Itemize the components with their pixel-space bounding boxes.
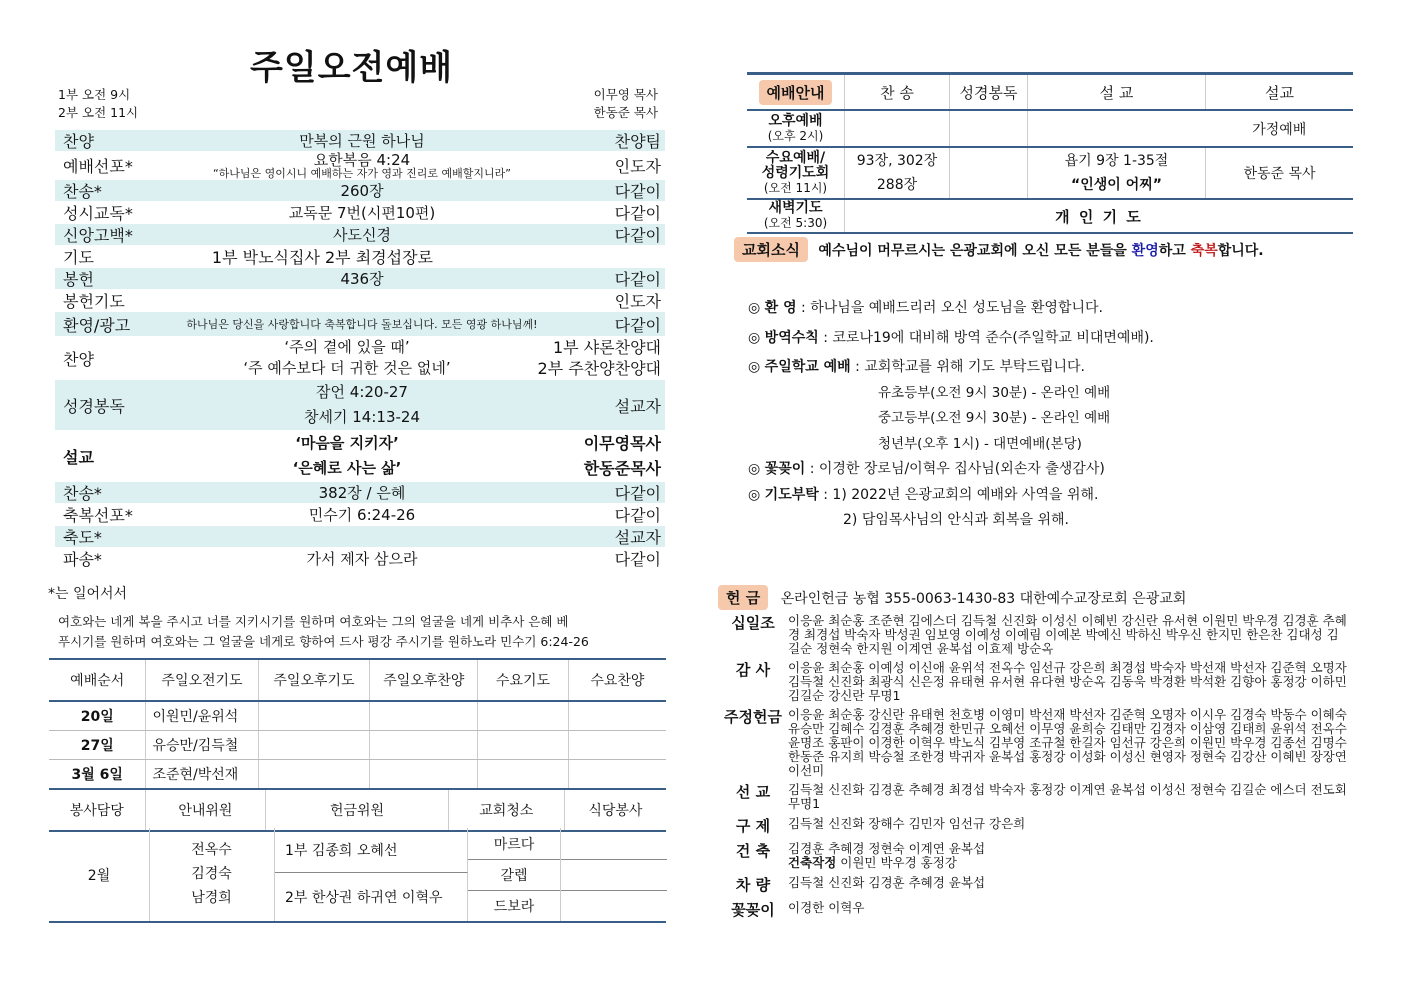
offering-category: 구 제 [735, 817, 771, 835]
order-item-name: 축도* [63, 528, 102, 547]
offering-team-1: 1부 김종희 오혜선 [275, 828, 468, 873]
order-item-content [173, 150, 551, 180]
news-item: ◎ 환 영 : 하나님을 예배드리러 오신 성도님을 환영합니다. [748, 300, 1103, 316]
col-hymn: 찬 송 [845, 74, 950, 111]
order-item-leader-line: 다같이 [614, 550, 661, 569]
table-cell [258, 731, 370, 760]
table-cell: 이원민/윤위석 [146, 701, 258, 731]
order-row [55, 337, 665, 380]
table-cell: 유승만/김득철 [146, 731, 258, 760]
prayer-table-body [49, 701, 666, 789]
table-cell [478, 701, 569, 731]
table-cell [370, 731, 478, 760]
order-item-leader [173, 245, 437, 268]
offering-category: 선 교 [735, 783, 771, 801]
offering-names-line [788, 856, 1348, 870]
order-item-leader-line: 인도자 [614, 157, 661, 176]
offering-names-line: 김득철 신진화 김경훈 추혜경 윤복섭 [788, 875, 986, 890]
school-item: 유초등부(오전 9시 30분) - 온라인 예배 [878, 384, 1111, 401]
hymn: 288장 [876, 177, 918, 193]
offering-names-line: 이응윤 최순홍 강신란 유태현 천호병 이영미 박선재 박선자 김준혁 오명자 이시우 김경숙 박동수 이혜숙 유승만 김혜수 김경훈 추혜경 한민규 오혜선 이무영 윤희승 김태만 김경자 이삼영 김태희 윤위석 전옥수 윤명조 홍판이 이경한 이혁우 박노식 김부영 조규철 한길자 임선규 강은희 이원민 박우경 김종선 김명수 한동준 유지희 박승철 조한경 박귀자 윤복섭 홍정강 이성화 이성신 현영자 정현숙 김강산 이혜빈 장장연 이선미 [788, 707, 1347, 778]
offering-category: 십일조 [731, 614, 775, 632]
col-sermon: 설 교 [1028, 74, 1206, 111]
order-row [55, 130, 665, 152]
order-item-line: ‘은혜로 사는 삶’ [292, 459, 402, 477]
table-cell [568, 701, 666, 731]
kitchen-slot [560, 890, 667, 921]
offering-names [788, 781, 1348, 811]
standing-note: *는 일어서서 [48, 586, 128, 602]
order-item-leader-line: 다같이 [614, 226, 661, 245]
order-row [55, 504, 665, 526]
order-item-name: 축복선포* [63, 506, 133, 525]
offering-label: 헌 금 [718, 585, 768, 610]
order-item-leader [551, 154, 665, 177]
order-item-line: 가서 제자 삼으라 [306, 550, 418, 568]
cleaning-team: 갈렙 [468, 859, 560, 891]
blessing-line-2: 푸시기를 원하며 여호와는 그 얼굴을 네게로 향하여 드사 평강 주시기를 원하노라 민수기 6:24-26 [58, 634, 589, 649]
order-item-name: 설교 [63, 447, 94, 467]
table-cell [370, 701, 478, 731]
guide-name: 남경희 [191, 890, 232, 906]
order-item-content [173, 337, 521, 379]
offering-pledge-names: 이원민 박우경 홍정강 [836, 855, 957, 870]
order-row [55, 202, 665, 224]
order-item-leader-line: 이무영목사 [583, 434, 661, 453]
service-name: 오후예배 [768, 112, 823, 129]
service-time: (오전 5:30) [763, 216, 828, 230]
order-item-line: 민수기 6:24-26 [308, 506, 416, 524]
order-item-leader-line: 1부 샤론찬양대 [552, 338, 661, 357]
service-name: 새벽기도 [768, 200, 823, 216]
page-title: 주일오전예배 [250, 48, 454, 88]
order-item-content [173, 380, 551, 430]
table-header-cell: 예배순서 [49, 659, 146, 701]
order-item-line: 잠언 4:20-27 [316, 383, 408, 401]
table-cell: 조준현/박선재 [146, 760, 258, 790]
hymn: 93장, 302장 [856, 153, 938, 169]
school-item: 중고등부(오전 9시 30분) - 온라인 예배 [878, 410, 1111, 426]
offering-names-line: 김경훈 추혜경 정현숙 이계연 윤복섭 [788, 841, 986, 856]
table-header-cell: 주일오후기도 [258, 659, 370, 701]
order-item-leader [521, 337, 665, 379]
offering-team-2: 2부 한상권 하귀연 이혁우 [275, 873, 468, 921]
offering-row [718, 874, 1348, 895]
kitchen-slot [560, 828, 667, 860]
order-item-leader [551, 547, 665, 570]
order-item-content [173, 202, 551, 223]
order-item-line: 사도신경 [333, 226, 391, 244]
table-cell: 3월 6일 [49, 760, 146, 790]
order-item-leader-line: 한동준목사 [583, 459, 661, 478]
offering-row [718, 899, 1348, 920]
service-time: (오후 2시) [767, 128, 824, 143]
offering-names [788, 706, 1348, 778]
service-duty-table [49, 788, 666, 832]
order-row [55, 431, 665, 482]
table-header-cell: 식당봉사 [564, 789, 666, 831]
table-header-cell: 주일오후찬양 [370, 659, 478, 701]
table-cell: 27일 [49, 731, 146, 760]
offering-category: 감 사 [735, 661, 771, 679]
table-cell [258, 760, 370, 790]
offering-category: 차 량 [735, 876, 771, 894]
kitchen-slot [560, 859, 667, 891]
order-item-leader-line: 다같이 [614, 315, 661, 335]
table-row [49, 760, 666, 790]
order-item-content [173, 130, 551, 151]
table-cell [258, 701, 370, 731]
order-item-name: 찬송* [63, 182, 102, 201]
order-item-leader-line: 다같이 [614, 484, 661, 503]
order-item-line: 창세기 14:13-24 [304, 408, 420, 426]
offering-category: 건 축 [735, 842, 771, 860]
prayer-item: 2) 담임목사님의 안식과 회복을 위해. [843, 512, 1069, 528]
offering-list [718, 612, 1348, 923]
table-header-cell: 봉사담당 [49, 789, 145, 831]
prayer-duty-table [49, 658, 666, 790]
table-cell: 20일 [49, 701, 146, 731]
order-item-line: ‘주의 곁에 있을 때’ [284, 338, 410, 356]
col-preacher: 설교 [1206, 74, 1354, 111]
news-list [748, 296, 1154, 534]
offering-names [788, 815, 1348, 836]
order-item-leader-line: 다같이 [614, 270, 661, 289]
order-item-name: 찬양 [63, 349, 94, 369]
order-item-name: 찬송* [63, 484, 102, 503]
table-header-cell: 교회청소 [448, 789, 564, 831]
order-item-content [173, 268, 551, 289]
school-item: 청년부(오후 1시) - 대면예배(본당) [878, 435, 1082, 452]
table-header-cell: 수요기도 [478, 659, 569, 701]
order-row [55, 268, 665, 290]
offering-names [788, 899, 1348, 920]
order-item-leader [551, 129, 665, 152]
order-item-leader-line: 다같이 [614, 182, 661, 201]
offering-account: 온라인헌금 농협 355-0063-1430-83 대한예수교장로회 은광교회 [780, 591, 1187, 607]
order-item-leader-line: 인도자 [614, 292, 661, 311]
order-item-content [173, 504, 551, 525]
news-item: ◎ 방역수칙 : 코로나19에 대비해 방역 준수(주일학교 비대면예배). [748, 329, 1154, 346]
offering-category: 꽃꽂이 [731, 901, 775, 919]
service-table-body [49, 828, 666, 923]
order-item-leader [551, 394, 665, 417]
order-row [55, 312, 665, 337]
order-item-name: 기도 [63, 248, 94, 267]
guide-name: 전옥수 [191, 842, 232, 858]
order-item-line: ‘주 예수보다 더 귀한 것은 없네’ [243, 359, 451, 377]
blessing-line-1: 여호와는 네게 복을 주시고 너를 지키시기를 원하며 여호와는 그의 얼굴을 네게 비추사 은혜 베 [58, 614, 569, 629]
preacher: 가정예배 [1206, 110, 1354, 147]
order-item-leader-line: 2부 주찬양찬양대 [537, 359, 661, 378]
sermon-text: 욥기 9장 1-35절 [1064, 153, 1169, 169]
news-headline: 교회소식 예수님이 머무르시는 은광교회에 오신 모든 분들을 환영하고 축복합니다. [734, 237, 1264, 262]
service-time-2: 2부 오전 11시 [58, 105, 139, 120]
worship-guide-label: 예배안내 [747, 74, 845, 111]
offering-names-line: 이응윤 최순홍 이예성 이신애 윤위석 전옥수 임선규 강은희 최경섭 박숙자 박선재 박선자 김준혁 오명자 김득철 신진화 최광식 신은정 유태현 유서현 유다현 방순옥 김동욱 박경환 박석환 김향아 홍정강 이하민 김길순 강신란 무명1 [788, 660, 1347, 703]
order-item-leader [551, 313, 665, 336]
pastor-2: 한동준 목사 [593, 105, 658, 120]
order-item-name: 파송* [63, 550, 102, 569]
dawn-prayer-row [747, 199, 1353, 233]
order-row [55, 482, 665, 504]
col-bible: 성경봉독 [950, 74, 1028, 111]
order-row [55, 246, 665, 268]
pastor-1: 이무영 목사 [593, 87, 658, 102]
service-table-header [49, 789, 666, 831]
sermon-title: “인생이 어찌” [1071, 177, 1162, 193]
order-item-content [173, 224, 551, 245]
order-item-content [173, 316, 551, 332]
order-item-leader [551, 525, 665, 548]
order-item-content [173, 482, 551, 503]
worship-order [55, 130, 665, 570]
order-item-name: 찬양 [63, 132, 94, 151]
order-item-name: 봉헌 [63, 270, 94, 289]
order-item-leader-line: 설교자 [614, 396, 661, 416]
order-row [55, 152, 665, 180]
guide-name: 김경숙 [191, 866, 232, 882]
table-cell [568, 731, 666, 760]
table-header-cell: 헌금위원 [266, 789, 449, 831]
order-item-line: ‘마음을 지키자’ [295, 434, 399, 452]
order-item-line: 260장 [340, 182, 384, 200]
order-item-line: 436장 [340, 270, 384, 288]
guide-list [149, 828, 275, 921]
offering-names-line: 이응윤 최순홍 조준현 김에스더 김득철 신진화 이성신 이혜빈 강신란 유서현 이원민 박우경 김경훈 추혜경 최경섭 박숙자 박성권 임보영 이예성 이예림 이예본 박예신 박하신 박우신 한지민 한은찬 김대성 김길순 정현숙 한지원 이계연 윤복섭 이효제 방순옥 [788, 613, 1347, 656]
offering-row [718, 612, 1348, 656]
blessing-verse [58, 612, 668, 652]
order-item-content [173, 180, 551, 201]
service-month: 2월 [49, 828, 150, 921]
order-item-leader [551, 201, 665, 224]
afternoon-service-row [747, 110, 1353, 147]
order-row [55, 380, 665, 431]
cleaning-team: 드보라 [493, 898, 535, 915]
offering-row [718, 815, 1348, 836]
table-row [49, 731, 666, 760]
offering-names [788, 659, 1348, 703]
order-item-leader [551, 223, 665, 246]
order-item-leader-line: 설교자 [614, 528, 661, 547]
personal-prayer: 개 인 기 도 [845, 199, 1354, 233]
prayer-table-header [49, 659, 666, 701]
news-item: ◎ 기도부탁 : 1) 2022년 은광교회의 예배와 사역을 위해. [748, 486, 1099, 503]
offering-names [788, 874, 1348, 895]
pastors [594, 86, 658, 122]
wednesday-service-row: 수요예배/ 성령기도회 (오전 11시) 93장, 302장 288장 욥기 9장 1-35절 “인생이 어찌” 한동준 목사 [747, 147, 1353, 199]
table-header-cell: 수요찬양 [568, 659, 666, 701]
order-item-leader [551, 267, 665, 290]
order-item-subline: “하나님은 영이시니 예배하는 자가 영과 진리로 예배할지니라” [212, 166, 512, 180]
order-item-name: 봉헌기도 [63, 292, 125, 311]
preacher: 한동준 목사 [1206, 147, 1354, 199]
offering-row [718, 840, 1348, 870]
news-label: 교회소식 [734, 237, 808, 262]
order-item-name: 성경봉독 [63, 396, 125, 416]
order-item-leader [551, 289, 665, 312]
offering-category: 주정헌금 [724, 708, 782, 726]
order-item-leader [551, 481, 665, 504]
order-row [55, 224, 665, 246]
order-item-leader [521, 431, 665, 481]
order-item-name: 신앙고백* [63, 226, 133, 245]
offering-names-line: 이경한 이혁우 [788, 900, 865, 915]
order-item-line: 382장 / 은혜 [318, 484, 406, 502]
offering-pledge-label: 건축작정 [788, 855, 837, 870]
news-item: ◎ 꽃꽂이 : 이경한 장로님/이혁우 집사님(외손자 출생감사) [748, 461, 1105, 477]
order-row [55, 180, 665, 202]
order-item-leader [551, 503, 665, 526]
order-item-name: 성시교독* [63, 204, 133, 223]
table-header-cell: 주일오전기도 [146, 659, 258, 701]
table-cell [478, 760, 569, 790]
order-row [55, 526, 665, 548]
order-item-content [173, 548, 551, 569]
offering-row [718, 781, 1348, 811]
offering-names-line: 김득철 신진화 장해수 김민자 임선규 강은희 [788, 816, 1026, 831]
table-header-cell: 안내위원 [145, 789, 266, 831]
cleaning-team: 마르다 [468, 828, 560, 860]
service-time-1: 1부 오전 9시 [58, 87, 131, 102]
order-item-name: 환영/광고 [63, 315, 131, 335]
table-cell [478, 731, 569, 760]
order-item-leader-line: 찬양팀 [614, 132, 661, 151]
order-item-leader-line: 다같이 [614, 506, 661, 525]
service-times [58, 86, 138, 122]
order-item-content [173, 431, 521, 481]
order-item-leader-line: 1부 박노식집사 2부 최경섭장로 [211, 248, 433, 267]
offering-names [788, 840, 1348, 870]
service-time: (오전 11시) [763, 180, 828, 195]
table-cell [370, 760, 478, 790]
offering-header [718, 585, 1186, 610]
order-row [55, 548, 665, 570]
offering-row [718, 706, 1348, 778]
order-item-line: 만복의 근원 하나님 [299, 132, 425, 150]
news-item: ◎ 주일학교 예배 : 교회학교를 위해 기도 부탁드립니다. [748, 359, 1085, 375]
order-item-leader-line: 다같이 [614, 204, 661, 223]
table-cell [568, 760, 666, 790]
order-item-line: 교독문 7번(시편10편) [288, 204, 436, 222]
order-row [55, 290, 665, 312]
order-item-line: 하나님은 당신을 사랑합니다 축복합니다 돌보십니다. 모든 영광 하나님께! [186, 318, 538, 331]
table-row [49, 701, 666, 731]
offering-names-line: 김득철 신진화 김경훈 추혜경 최경섭 박숙자 홍정강 이계연 윤복섭 이성신 정현숙 김길순 에스더 전도회 무명1 [788, 782, 1347, 811]
order-item-leader [551, 179, 665, 202]
offering-names [788, 612, 1348, 656]
order-item-line: 요한복음 4:24 [313, 150, 411, 169]
offering-row [718, 659, 1348, 703]
order-item-name: 예배선포* [63, 157, 133, 176]
worship-guide-table [747, 72, 1353, 234]
